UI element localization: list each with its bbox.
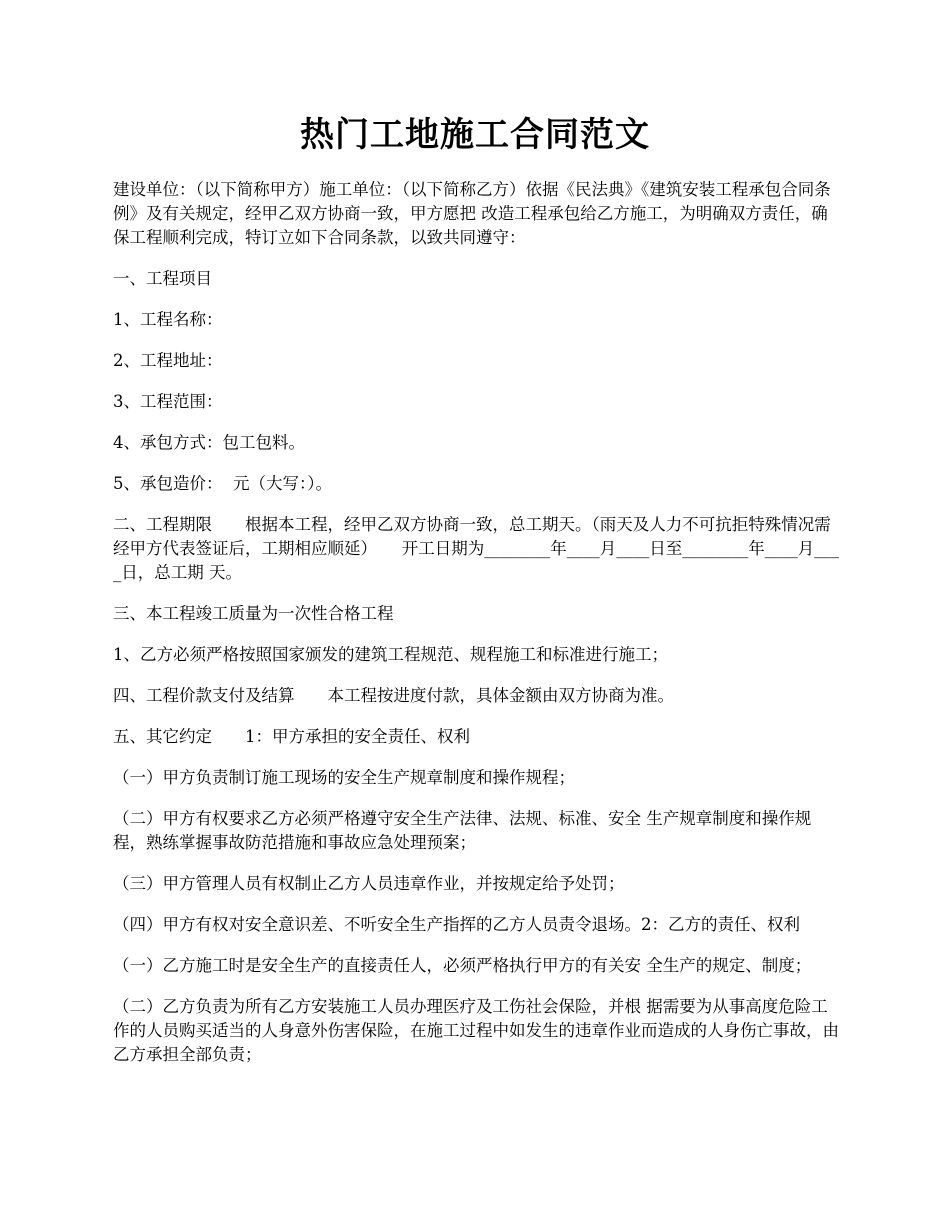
document-body <box>113 178 843 1084</box>
paragraph-project-scope: 3、工程范围： <box>113 392 223 411</box>
paragraph-project-address: 2、工程地址： <box>113 351 223 370</box>
paragraph-party-a-2: （二）甲方有权要求乙方必须严格遵守安全生产法律、法规、标准、安全 生产规章制度和操作规程，熟练掌握事故防范措施和事故应急处理预案； <box>113 809 812 852</box>
document-title: 热门工地施工合同范文 <box>300 115 650 155</box>
paragraph-schedule: 二、工程期限 根据本工程，经甲乙双方协商一致，总工期天。（雨天及人力不可抗拒特殊情况需经甲方代表签证后，工期相应顺延） 开工日期为________年____月____日至________年____月____日，总工期 天。 <box>113 515 839 582</box>
heading-other-terms: 五、其它约定 1：甲方承担的安全责任、权利 <box>113 727 470 746</box>
paragraph-party-a-3: （三）甲方管理人员有权制止乙方人员违章作业，并按规定给予处罚； <box>113 874 625 893</box>
paragraph-party-b-2: （二）乙方负责为所有乙方安装施工人员办理医疗及工伤社会保险，并根 据需要为从事高度危险工作的人员购买适当的人身意外伤害保险，在施工过程中如发生的违章作业而造成的人身伤亡事故，由乙方承担全部负责； <box>113 997 839 1064</box>
paragraph-contract-price: 5、承包造价： 元（大写：）。 <box>113 474 332 493</box>
paragraph-project-name: 1、工程名称： <box>113 310 223 329</box>
heading-quality: 三、本工程竣工质量为一次性合格工程 <box>113 604 394 623</box>
paragraph-quality-standard: 1、乙方必须严格按照国家颁发的建筑工程规范、规程施工和标准进行施工； <box>113 645 668 664</box>
paragraph-contract-method: 4、承包方式：包工包料。 <box>113 433 305 452</box>
paragraph-preamble: 建设单位：（以下简称甲方）施工单位：（以下简称乙方）依据《民法典》《建筑安装工程承包合同条例》及有关规定，经甲乙双方协商一致，甲方愿把 改造工程承包给乙方施工，为明确双方责任，确保工程顺利完成，特订立如下合同条款，以致共同遵守： <box>113 180 831 247</box>
paragraph-party-b-1: （一）乙方施工时是安全生产的直接责任人，必须严格执行甲方的有关安 全生产的规定、制度； <box>113 956 812 975</box>
heading-project: 一、工程项目 <box>113 269 212 288</box>
paragraph-payment: 四、工程价款支付及结算 本工程按进度付款，具体金额由双方协商为准。 <box>113 686 674 705</box>
paragraph-party-a-1: （一）甲方负责制订施工现场的安全生产规章制度和操作规程； <box>113 768 575 787</box>
paragraph-party-a-4: （四）甲方有权对安全意识差、不听安全生产指挥的乙方人员责令退场。2：乙方的责任、权利 <box>113 915 800 934</box>
